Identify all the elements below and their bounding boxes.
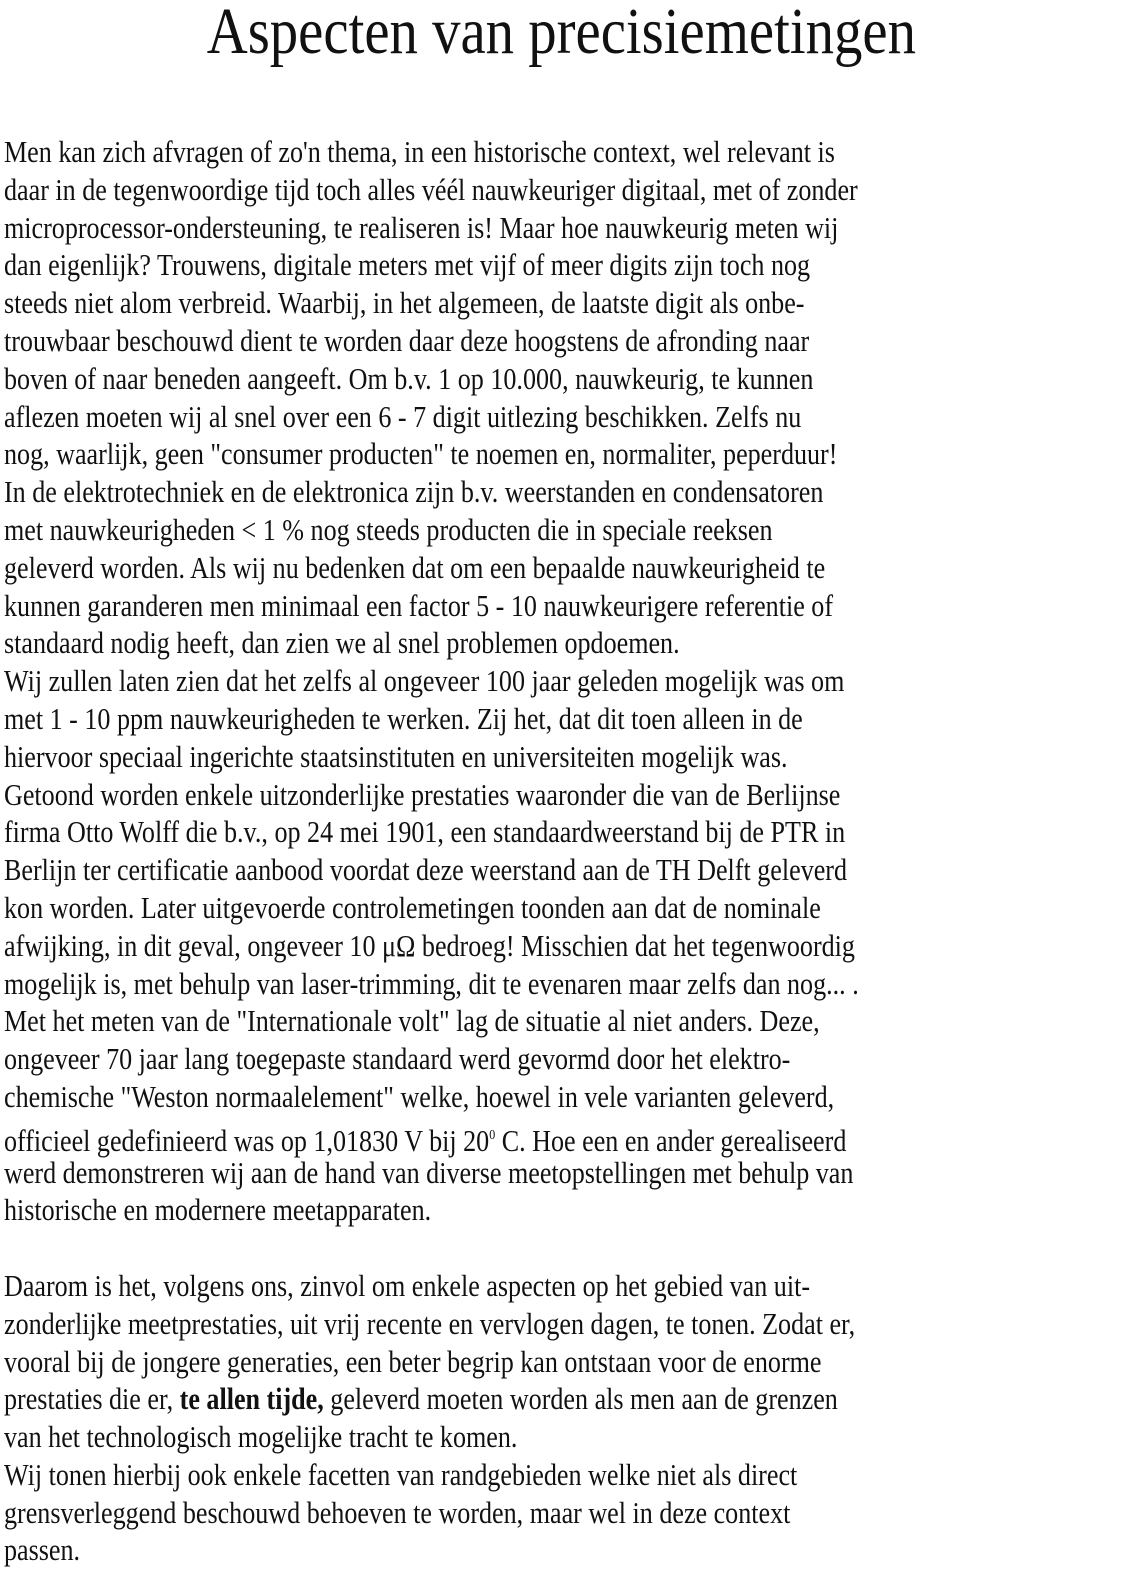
text-line: In de elektrotechniek en de elektronica zijn b.v. weerstanden en condensatoren: [4, 475, 824, 510]
paragraph-gap: [4, 1230, 1114, 1268]
text-line: Men kan zich afvragen of zo'n thema, in een historische context, wel relevant is: [4, 135, 835, 169]
text-line: Getoond worden enkele uitzonderlijke prestaties waaronder die van de Berlijnse: [4, 777, 841, 812]
paragraph-1: [4, 134, 1114, 1230]
text-line: ongeveer 70 jaar lang toegepaste standaard werd gevormd door het elektro-: [4, 1042, 791, 1077]
text-line: dan eigenlijk? Trouwens, digitale meters met vijf of meer digits zijn toch nog: [4, 248, 811, 283]
text-line: daar in de tegenwoordige tijd toch alles véél nauwkeuriger digitaal, met of zonder: [4, 172, 858, 207]
text-line: hiervoor speciaal ingerichte staatsinstituten en universiteiten mogelijk was.: [4, 739, 788, 774]
text-line: historische en modernere meetapparaten.: [4, 1193, 432, 1228]
text-segment: officieel gedefinieerd was op 1,01830 V bij 20: [4, 1123, 490, 1158]
text-line: passen.: [4, 1533, 81, 1568]
page-title-text: Aspecten van precisiemetingen: [206, 0, 916, 68]
text-line: standaard nodig heeft, dan zien we al snel problemen opdoemen.: [4, 626, 680, 661]
text-line: geleverd worden. Als wij nu bedenken dat om een bepaalde nauwkeurigheid te: [4, 550, 826, 585]
text-segment: prestaties die er,: [4, 1382, 180, 1417]
text-line: nog, waarlijk, geen "consumer producten" te noemen en, normaliter, peperduur!: [4, 437, 838, 472]
text-line: met nauwkeurigheden < 1 % nog steeds producten die in speciale reeksen: [4, 512, 773, 547]
text-line: Met het meten van de "Internationale volt" lag de situatie al niet anders. Deze,: [4, 1004, 820, 1039]
text-line: trouwbaar beschouwd dient te worden daar deze hoogstens de afronding naar: [4, 323, 810, 358]
text-line: van het technologisch mogelijke tracht te komen.: [4, 1420, 518, 1455]
text-line-emphasis: [4, 1381, 1116, 1419]
text-line: microprocessor-ondersteuning, te realiseren is! Maar hoe nauwkeurig meten wij: [4, 210, 839, 245]
document-body: [4, 134, 1114, 1570]
page-title: [0, 0, 1122, 70]
text-line: vooral bij de jongere generaties, een beter begrip kan ontstaan voor de enorme: [4, 1344, 822, 1379]
text-line: kunnen garanderen men minimaal een factor 5 - 10 nauwkeurigere referentie of: [4, 588, 834, 623]
text-segment: geleverd moeten worden als men aan de grenzen: [323, 1382, 838, 1417]
text-line: Wij tonen hierbij ook enkele facetten van randgebieden welke niet als direct: [4, 1457, 798, 1492]
text-line: chemische "Weston normaalelement" welke, hoewel in vele varianten geleverd,: [4, 1079, 835, 1114]
text-line: Daarom is het, volgens ons, zinvol om enkele aspecten op het gebied van uit-: [4, 1268, 811, 1303]
text-line: aflezen moeten wij al snel over een 6 - 7 digit uitlezing beschikken. Zelfs nu: [4, 399, 802, 434]
degree-superscript: 0: [489, 1127, 496, 1143]
text-line: afwijking, in dit geval, ongeveer 10 μΩ bedroeg! Misschien dat het tegenwoordig: [4, 928, 855, 963]
text-line: werd demonstreren wij aan de hand van diverse meetopstellingen met behulp van: [4, 1155, 854, 1190]
text-line: met 1 - 10 ppm nauwkeurigheden te werken. Zij het, dat dit toen alleen in de: [4, 701, 803, 736]
text-line: Wij zullen laten zien dat het zelfs al ongeveer 100 jaar geleden mogelijk was om: [4, 664, 845, 699]
text-line-temperature: [4, 1117, 1116, 1158]
text-line: grensverleggend beschouwd behoeven te worden, maar wel in deze context: [4, 1495, 791, 1530]
text-line: firma Otto Wolff die b.v., op 24 mei 1901, een standaardweerstand bij de PTR in: [4, 815, 846, 850]
text-line: mogelijk is, met behulp van laser-trimming, dit te evenaren maar zelfs dan nog... .: [4, 966, 859, 1001]
text-line: boven of naar beneden aangeeft. Om b.v. 1 op 10.000, nauwkeurig, te kunnen: [4, 361, 814, 396]
text-line: Berlijn ter certificatie aanbood voordat deze weerstand aan de TH Delft geleverd: [4, 853, 848, 888]
bold-emphasis: te allen tijde,: [179, 1382, 324, 1417]
text-line: kon worden. Later uitgevoerde controlemetingen toonden aan dat de nominale: [4, 890, 821, 925]
text-line: steeds niet alom verbreid. Waarbij, in het algemeen, de laatste digit als onbe-: [4, 286, 805, 321]
text-segment: C. Hoe een en ander gerealiseerd: [495, 1123, 847, 1158]
text-line: zonderlijke meetprestaties, uit vrij recente en vervlogen dagen, te tonen. Zodat er,: [4, 1306, 856, 1341]
paragraph-2: [4, 1268, 1114, 1570]
